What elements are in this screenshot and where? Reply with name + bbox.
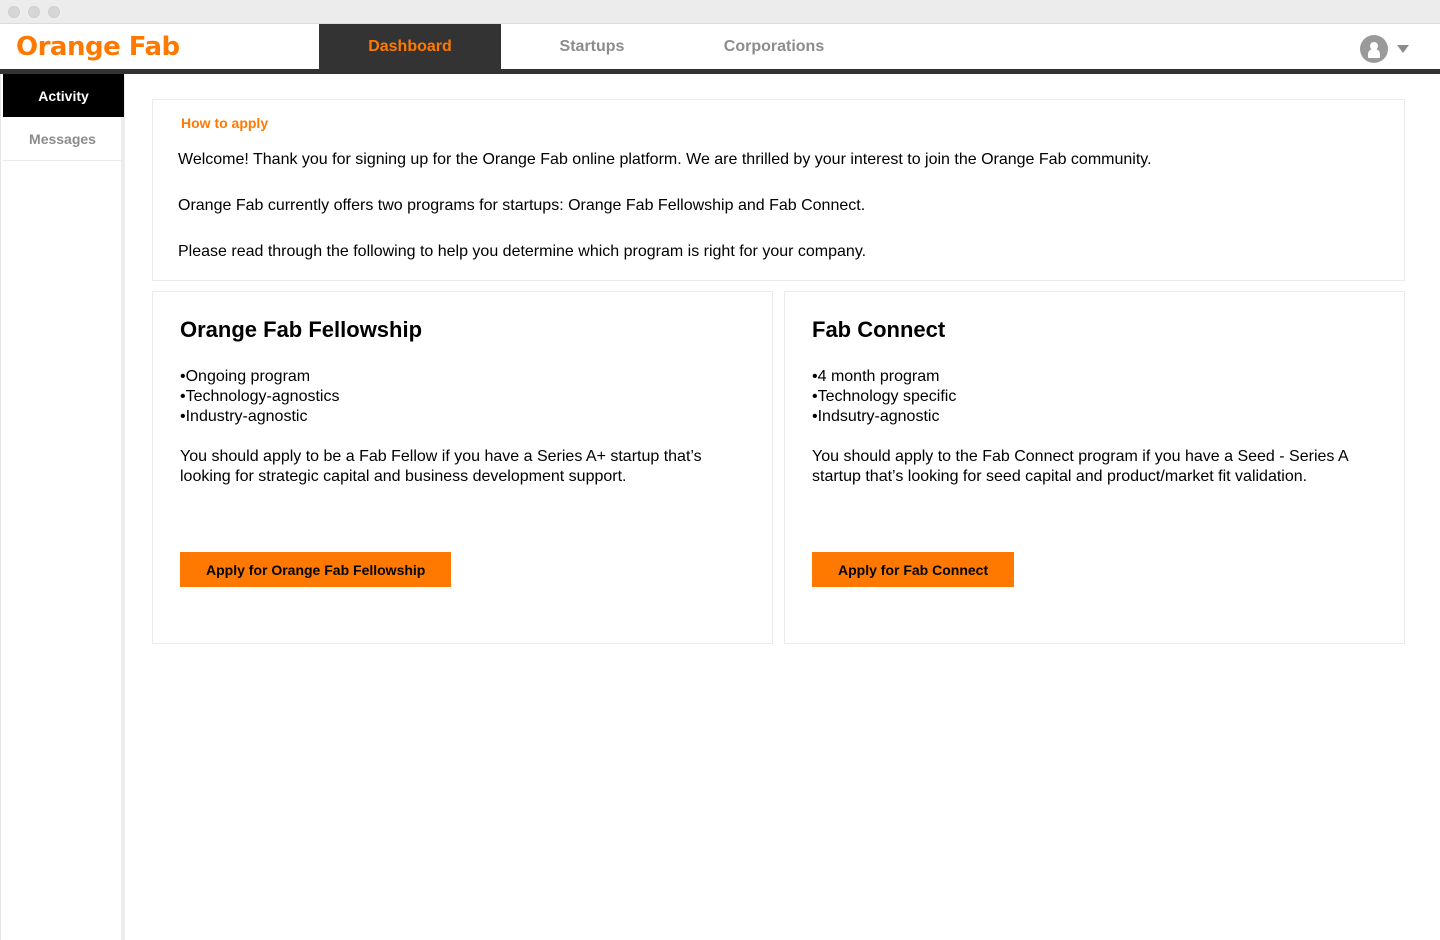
program-title: Fab Connect xyxy=(812,317,946,342)
tab-startups[interactable]: Startups xyxy=(559,37,625,55)
intro-paragraph: Please read through the following to help you determine which program is right for your company. xyxy=(178,243,867,260)
list-item: • Indsutry-agnostic xyxy=(812,407,956,427)
minimize-window-icon[interactable] xyxy=(28,6,40,18)
apply-fellowship-button[interactable]: Apply for Orange Fab Fellowship xyxy=(180,552,451,587)
user-avatar-icon[interactable] xyxy=(1360,35,1388,63)
program-description: You should apply to the Fab Connect program if you have a Seed - Series A startup that’s looking for seed capital and product/market fit validation. xyxy=(812,448,1348,485)
user-menu[interactable] xyxy=(1360,35,1414,63)
apply-fab-connect-button[interactable]: Apply for Fab Connect xyxy=(812,552,1014,587)
tab-corporations[interactable]: Corporations xyxy=(723,37,825,55)
chevron-down-icon[interactable] xyxy=(1397,45,1409,53)
list-item: • 4 month program xyxy=(812,367,956,387)
sidebar-item-messages[interactable]: Messages xyxy=(2,118,123,161)
program-title: Orange Fab Fellowship xyxy=(180,317,423,342)
list-item: • Industry-agnostic xyxy=(180,407,339,427)
how-to-apply-card xyxy=(152,99,1405,281)
tab-dashboard[interactable]: Dashboard xyxy=(319,24,501,69)
program-description: You should apply to be a Fab Fellow if you have a Series A+ startup that’s looking for strategic capital and business development support. xyxy=(180,448,702,485)
nav-divider xyxy=(0,69,1440,74)
program-features-list xyxy=(180,367,339,427)
list-item: • Technology specific xyxy=(812,387,956,407)
fellowship-program-card xyxy=(152,291,773,644)
sidebar xyxy=(0,74,125,940)
orange-fab-logo[interactable]: Orange Fab xyxy=(16,32,180,62)
fab-connect-program-card xyxy=(784,291,1405,644)
how-to-apply-heading: How to apply xyxy=(181,115,269,131)
close-window-icon[interactable] xyxy=(8,6,20,18)
window-titlebar xyxy=(0,0,1440,24)
list-item: • Ongoing program xyxy=(180,367,339,387)
program-features-list xyxy=(812,367,956,427)
intro-paragraph: Welcome! Thank you for signing up for the Orange Fab online platform. We are thrilled by your interest to join the Orange Fab community. xyxy=(178,151,1152,168)
maximize-window-icon[interactable] xyxy=(48,6,60,18)
list-item: • Technology-agnostics xyxy=(180,387,339,407)
intro-paragraph: Orange Fab currently offers two programs for startups: Orange Fab Fellowship and Fab Connect. xyxy=(178,197,866,214)
sidebar-item-activity[interactable]: Activity xyxy=(3,74,124,117)
